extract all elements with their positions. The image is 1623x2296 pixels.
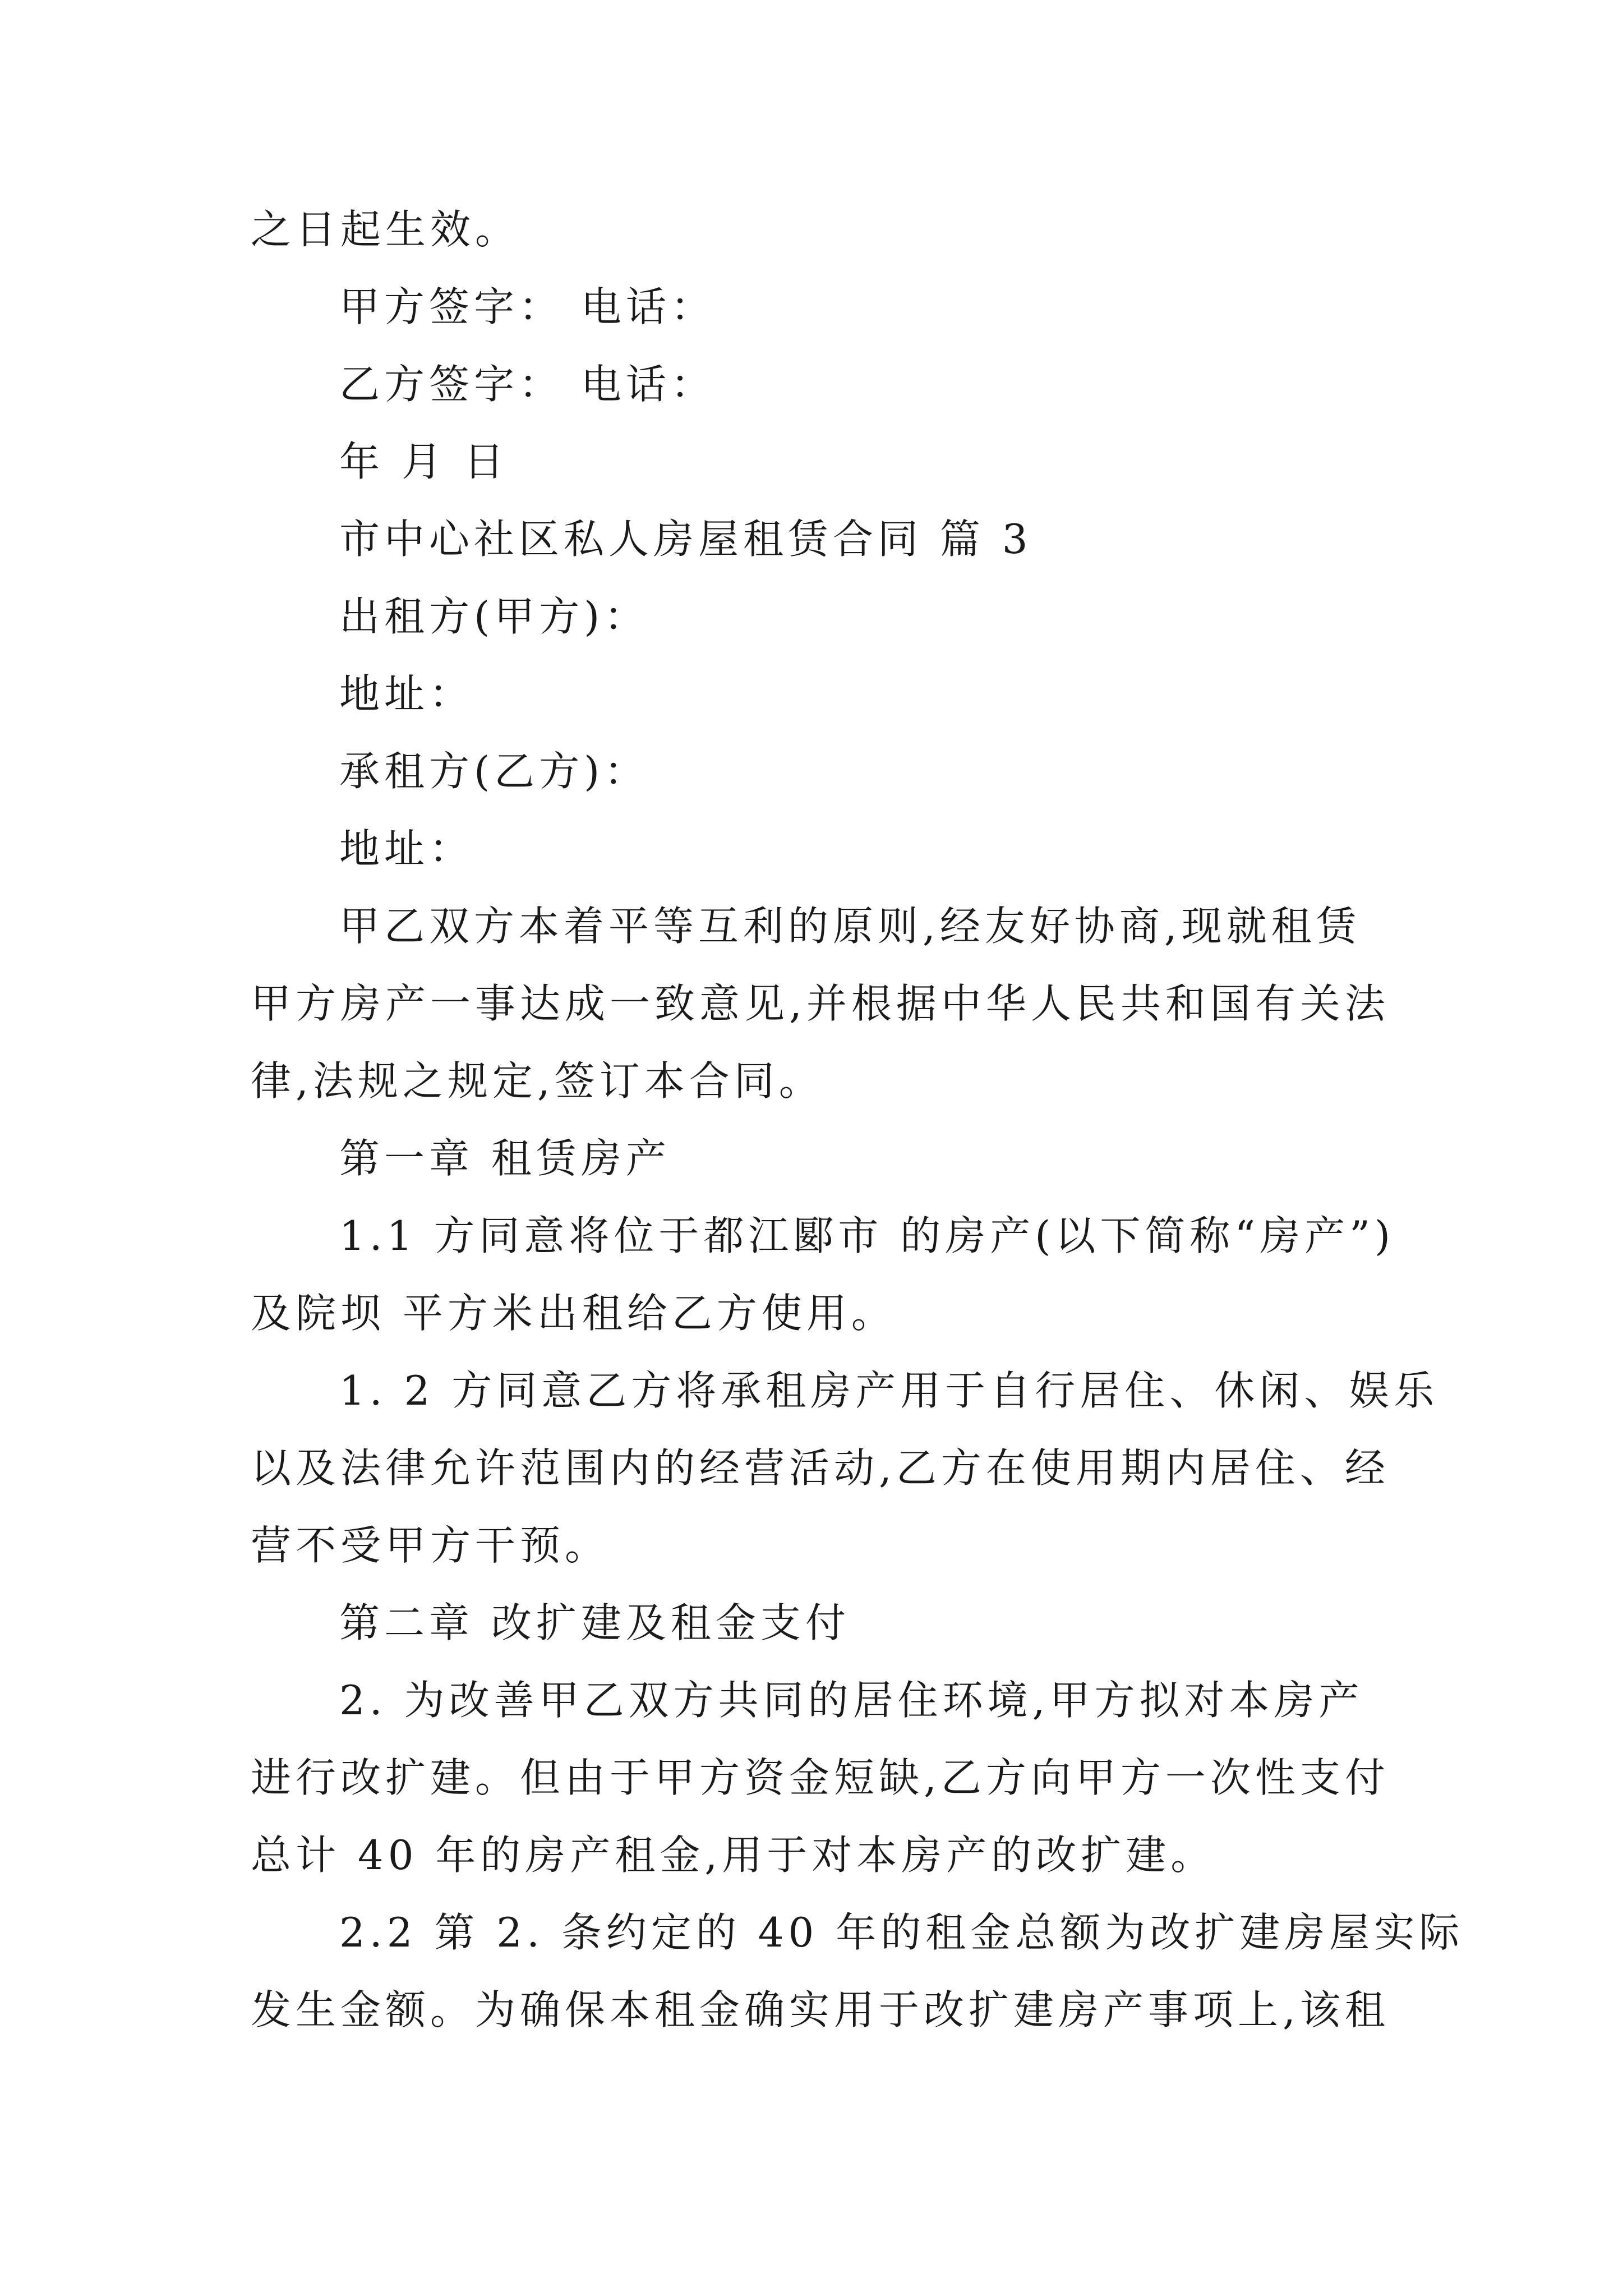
line-24: 发生金额。为确保本租金确实用于改扩建房产事项上,该租 [251, 1986, 1390, 2033]
line-16: 1. 2 方同意乙方将承租房产用于自行居住、休闲、娱乐 [339, 1367, 1439, 1414]
line-19: 第二章 改扩建及租金支付 [339, 1599, 850, 1646]
line-23: 2.2 第 2. 条约定的 40 年的租金总额为改扩建房屋实际 [339, 1909, 1464, 1956]
line-5: 市中心社区私人房屋租赁合同 篇 3 [339, 516, 1032, 563]
line-6: 出租方(甲方)： [339, 593, 649, 640]
line-18: 营不受甲方干预。 [251, 1522, 610, 1569]
line-10: 甲乙双方本着平等互利的原则,经友好协商,现就租赁 [339, 903, 1361, 950]
line-2: 甲方签字： 电话： [339, 283, 716, 330]
document-body [251, 191, 1464, 2049]
line-22: 总计 40 年的房产租金,用于对本房产的改扩建。 [251, 1832, 1216, 1879]
line-1: 之日起生效。 [251, 206, 520, 253]
line-15: 及院坝 平方米出租给乙方使用。 [251, 1290, 896, 1337]
line-20: 2. 为改善甲乙双方共同的居住环境,甲方拟对本房产 [339, 1677, 1364, 1724]
line-17: 以及法律允许范围内的经营活动,乙方在使用期内居住、经 [251, 1444, 1390, 1492]
line-11: 甲方房产一事达成一致意见,并根据中华人民共和国有关法 [251, 980, 1390, 1027]
line-9: 地址： [339, 825, 474, 872]
line-12: 律,法规之规定,签订本合同。 [251, 1057, 824, 1105]
line-3: 乙方签字： 电话： [339, 361, 716, 408]
line-7: 地址： [339, 670, 474, 717]
line-21: 进行改扩建。但由于甲方资金短缺,乙方向甲方一次性支付 [251, 1754, 1390, 1801]
line-13: 第一章 租赁房产 [339, 1135, 671, 1182]
line-14: 1.1 方同意将位于都江郾市 的房产(以下简称“房产”) [339, 1212, 1395, 1259]
line-8: 承租方(乙方)： [339, 748, 649, 795]
line-4: 年 月 日 [339, 438, 509, 485]
